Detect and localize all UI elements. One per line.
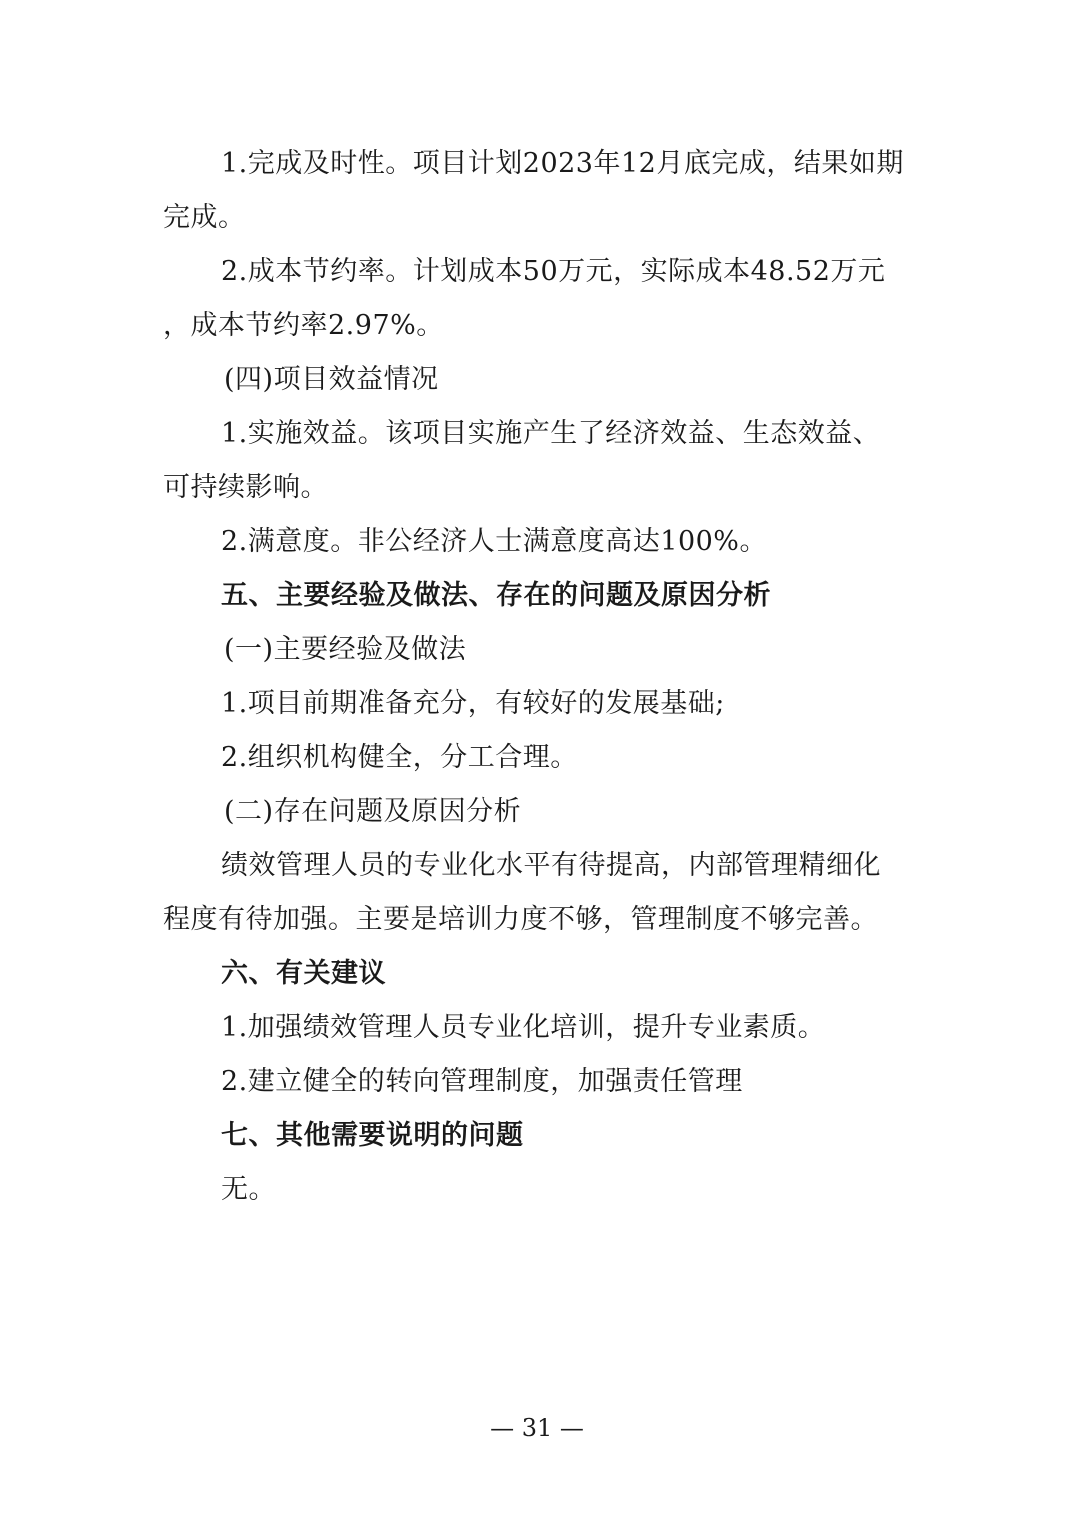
subsection-heading: (四)项目效益情况 <box>224 364 439 395</box>
paragraph-line: 程度有待加强。主要是培训力度不够，管理制度不够完善。 <box>163 904 878 935</box>
paragraph-line: 2.组织机构健全，分工合理。 <box>221 742 578 773</box>
paragraph-line: 无。 <box>221 1174 276 1205</box>
paragraph-line: 可持续影响。 <box>163 472 328 503</box>
paragraph-line: 2.满意度。非公经济人士满意度高达100%。 <box>221 526 767 557</box>
paragraph-line: 1.加强绩效管理人员专业化培训，提升专业素质。 <box>221 1012 826 1043</box>
paragraph-line: 1.实施效益。该项目实施产生了经济效益、生态效益、 <box>221 418 881 449</box>
paragraph-line: 完成。 <box>163 202 246 233</box>
subsection-heading: (一)主要经验及做法 <box>224 634 467 665</box>
paragraph-line: 绩效管理人员的专业化水平有待提高，内部管理精细化 <box>221 850 881 881</box>
paragraph-line: 1.项目前期准备充分，有较好的发展基础; <box>221 688 725 719</box>
paragraph-line: 2.成本节约率。计划成本50万元，实际成本48.52万元 <box>221 256 886 287</box>
paragraph-line: 2.建立健全的转向管理制度，加强责任管理 <box>221 1066 743 1097</box>
section-heading: 六、有关建议 <box>221 958 386 989</box>
paragraph-line: 1.完成及时性。项目计划2023年12月底完成，结果如期 <box>221 148 904 179</box>
page-number: — 31 — <box>490 1414 584 1442</box>
subsection-heading: (二)存在问题及原因分析 <box>224 796 522 827</box>
section-heading: 七、其他需要说明的问题 <box>221 1120 524 1151</box>
paragraph-line: ，成本节约率2.97%。 <box>163 310 444 341</box>
section-heading: 五、主要经验及做法、存在的问题及原因分析 <box>221 580 771 611</box>
